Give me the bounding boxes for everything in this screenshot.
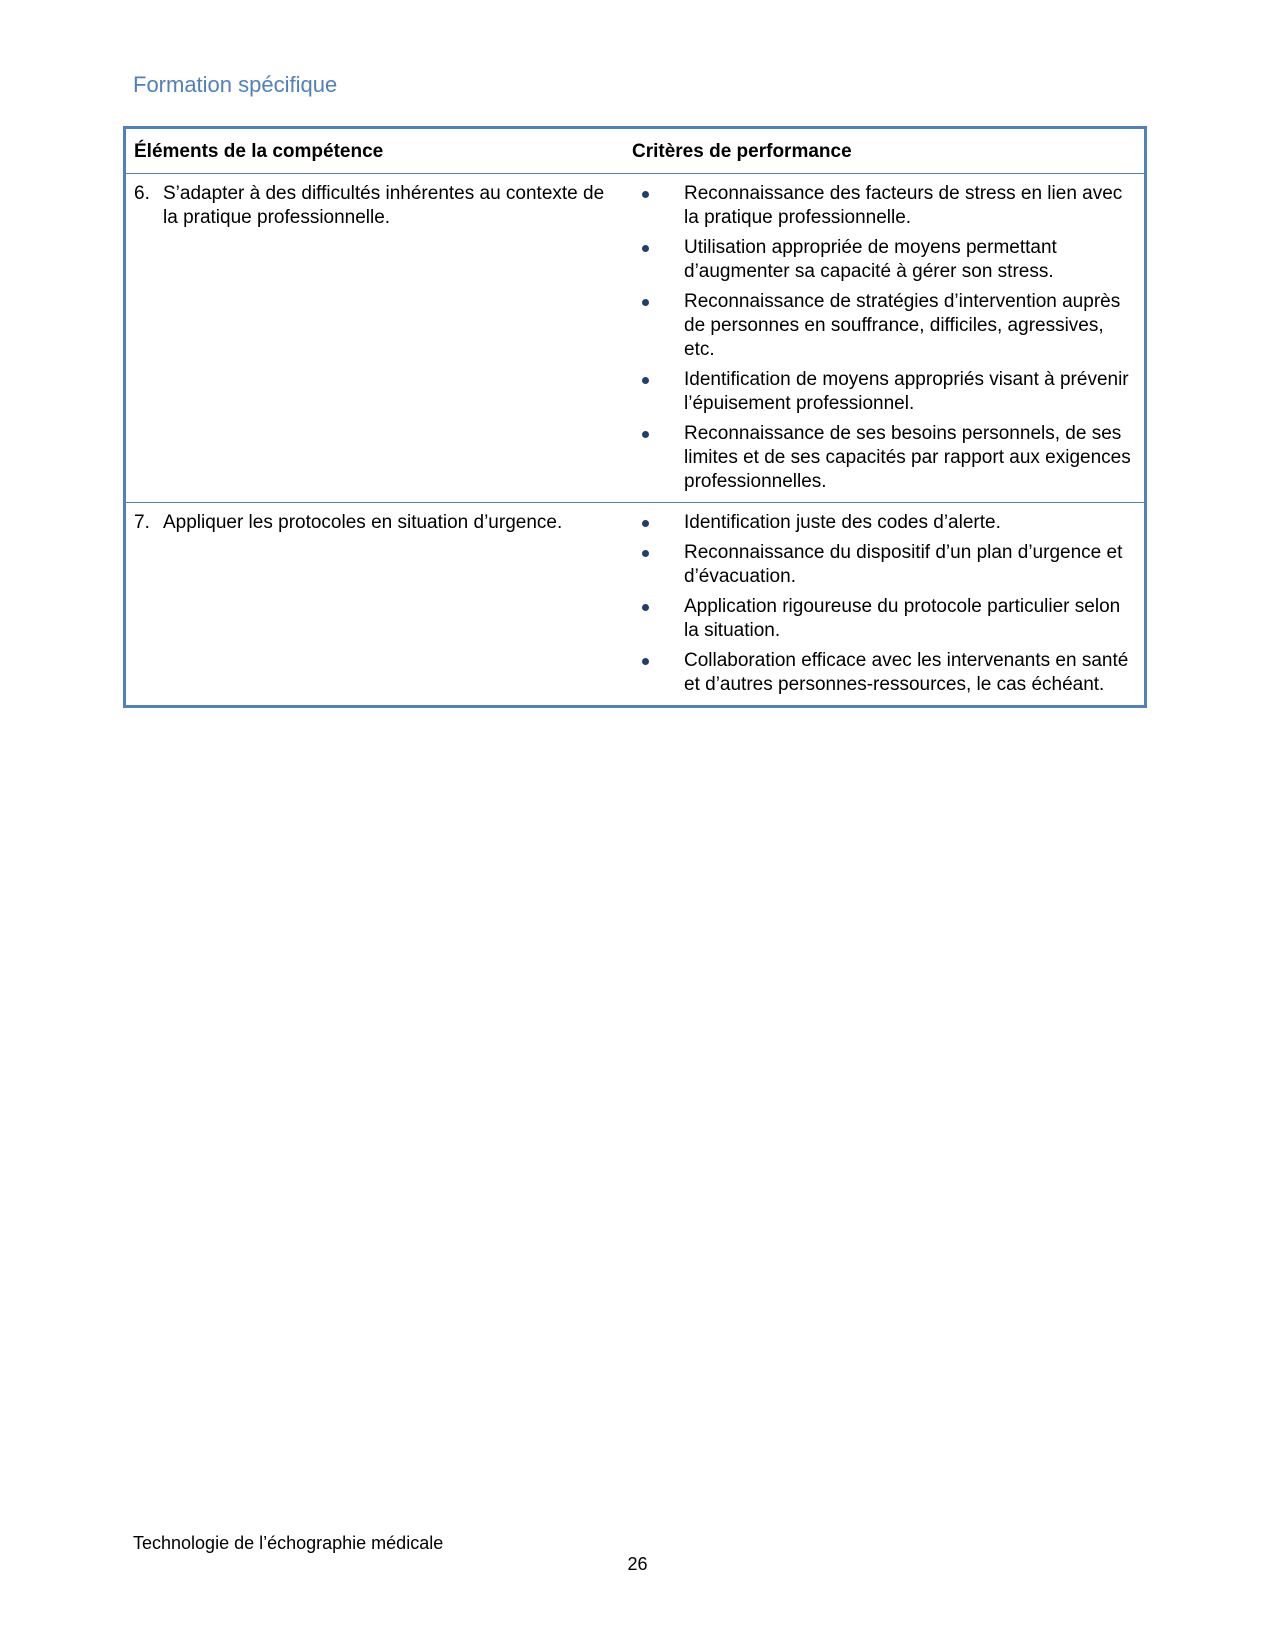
column-header-criteria: Critères de performance — [624, 129, 1144, 174]
competence-table — [123, 126, 1147, 708]
criteria-item — [632, 422, 1136, 494]
criteria-text: Reconnaissance de ses besoins personnels, de ses limites et de ses capacités par rapport aux exigences professionnelles. — [684, 423, 1131, 492]
table-row — [126, 503, 1144, 706]
criteria-cell — [624, 503, 1144, 706]
bullet-icon — [642, 245, 649, 252]
criteria-list — [632, 511, 1136, 697]
bullet-icon — [642, 604, 649, 611]
element-cell — [126, 503, 624, 706]
bullet-icon — [642, 658, 649, 665]
criteria-item — [632, 290, 1136, 362]
column-header-elements: Éléments de la compétence — [126, 129, 624, 174]
footer-program-title: Technologie de l’échographie médicale — [133, 1533, 444, 1553]
element-cell — [126, 174, 624, 503]
page-section-title: Formation spécifique — [133, 72, 338, 97]
criteria-cell — [624, 174, 1144, 503]
bullet-icon — [642, 550, 649, 557]
criteria-item — [632, 541, 1136, 589]
page-number: 26 — [627, 1554, 648, 1574]
criteria-text: Application rigoureuse du protocole particulier selon la situation. — [684, 596, 1121, 641]
competence-table-grid — [126, 129, 1144, 705]
bullet-icon — [642, 299, 649, 306]
element-text: S’adapter à des difficultés inhérentes au contexte de la pratique professionnelle. — [163, 183, 605, 228]
criteria-text: Reconnaissance du dispositif d’un plan d’urgence et d’évacuation. — [684, 542, 1123, 587]
criteria-item — [632, 368, 1136, 416]
table-header-row — [126, 129, 1144, 174]
bullet-icon — [642, 520, 649, 527]
criteria-item — [632, 236, 1136, 284]
element-item — [134, 511, 616, 535]
criteria-item — [632, 595, 1136, 643]
element-item — [134, 182, 616, 230]
element-text: Appliquer les protocoles en situation d’urgence. — [163, 512, 563, 533]
criteria-item — [632, 649, 1136, 697]
criteria-text: Identification de moyens appropriés visant à prévenir l’épuisement professionnel. — [684, 369, 1129, 414]
criteria-text: Reconnaissance de stratégies d’intervention auprès de personnes en souffrance, difficiles, agressives, etc. — [684, 291, 1121, 360]
criteria-text: Identification juste des codes d’alerte. — [684, 512, 1001, 533]
element-number: 7. — [134, 512, 150, 533]
criteria-text: Utilisation appropriée de moyens permettant d’augmenter sa capacité à gérer son stress. — [684, 237, 1057, 282]
bullet-icon — [642, 191, 649, 198]
bullet-icon — [642, 377, 649, 384]
bullet-icon — [642, 431, 649, 438]
table-row — [126, 174, 1144, 503]
criteria-text: Reconnaissance des facteurs de stress en lien avec la pratique professionnelle. — [684, 183, 1123, 228]
element-number: 6. — [134, 183, 150, 204]
criteria-item — [632, 511, 1136, 535]
criteria-text: Collaboration efficace avec les intervenants en santé et d’autres personnes-ressources, le cas échéant. — [684, 650, 1129, 695]
criteria-item — [632, 182, 1136, 230]
criteria-list — [632, 182, 1136, 494]
